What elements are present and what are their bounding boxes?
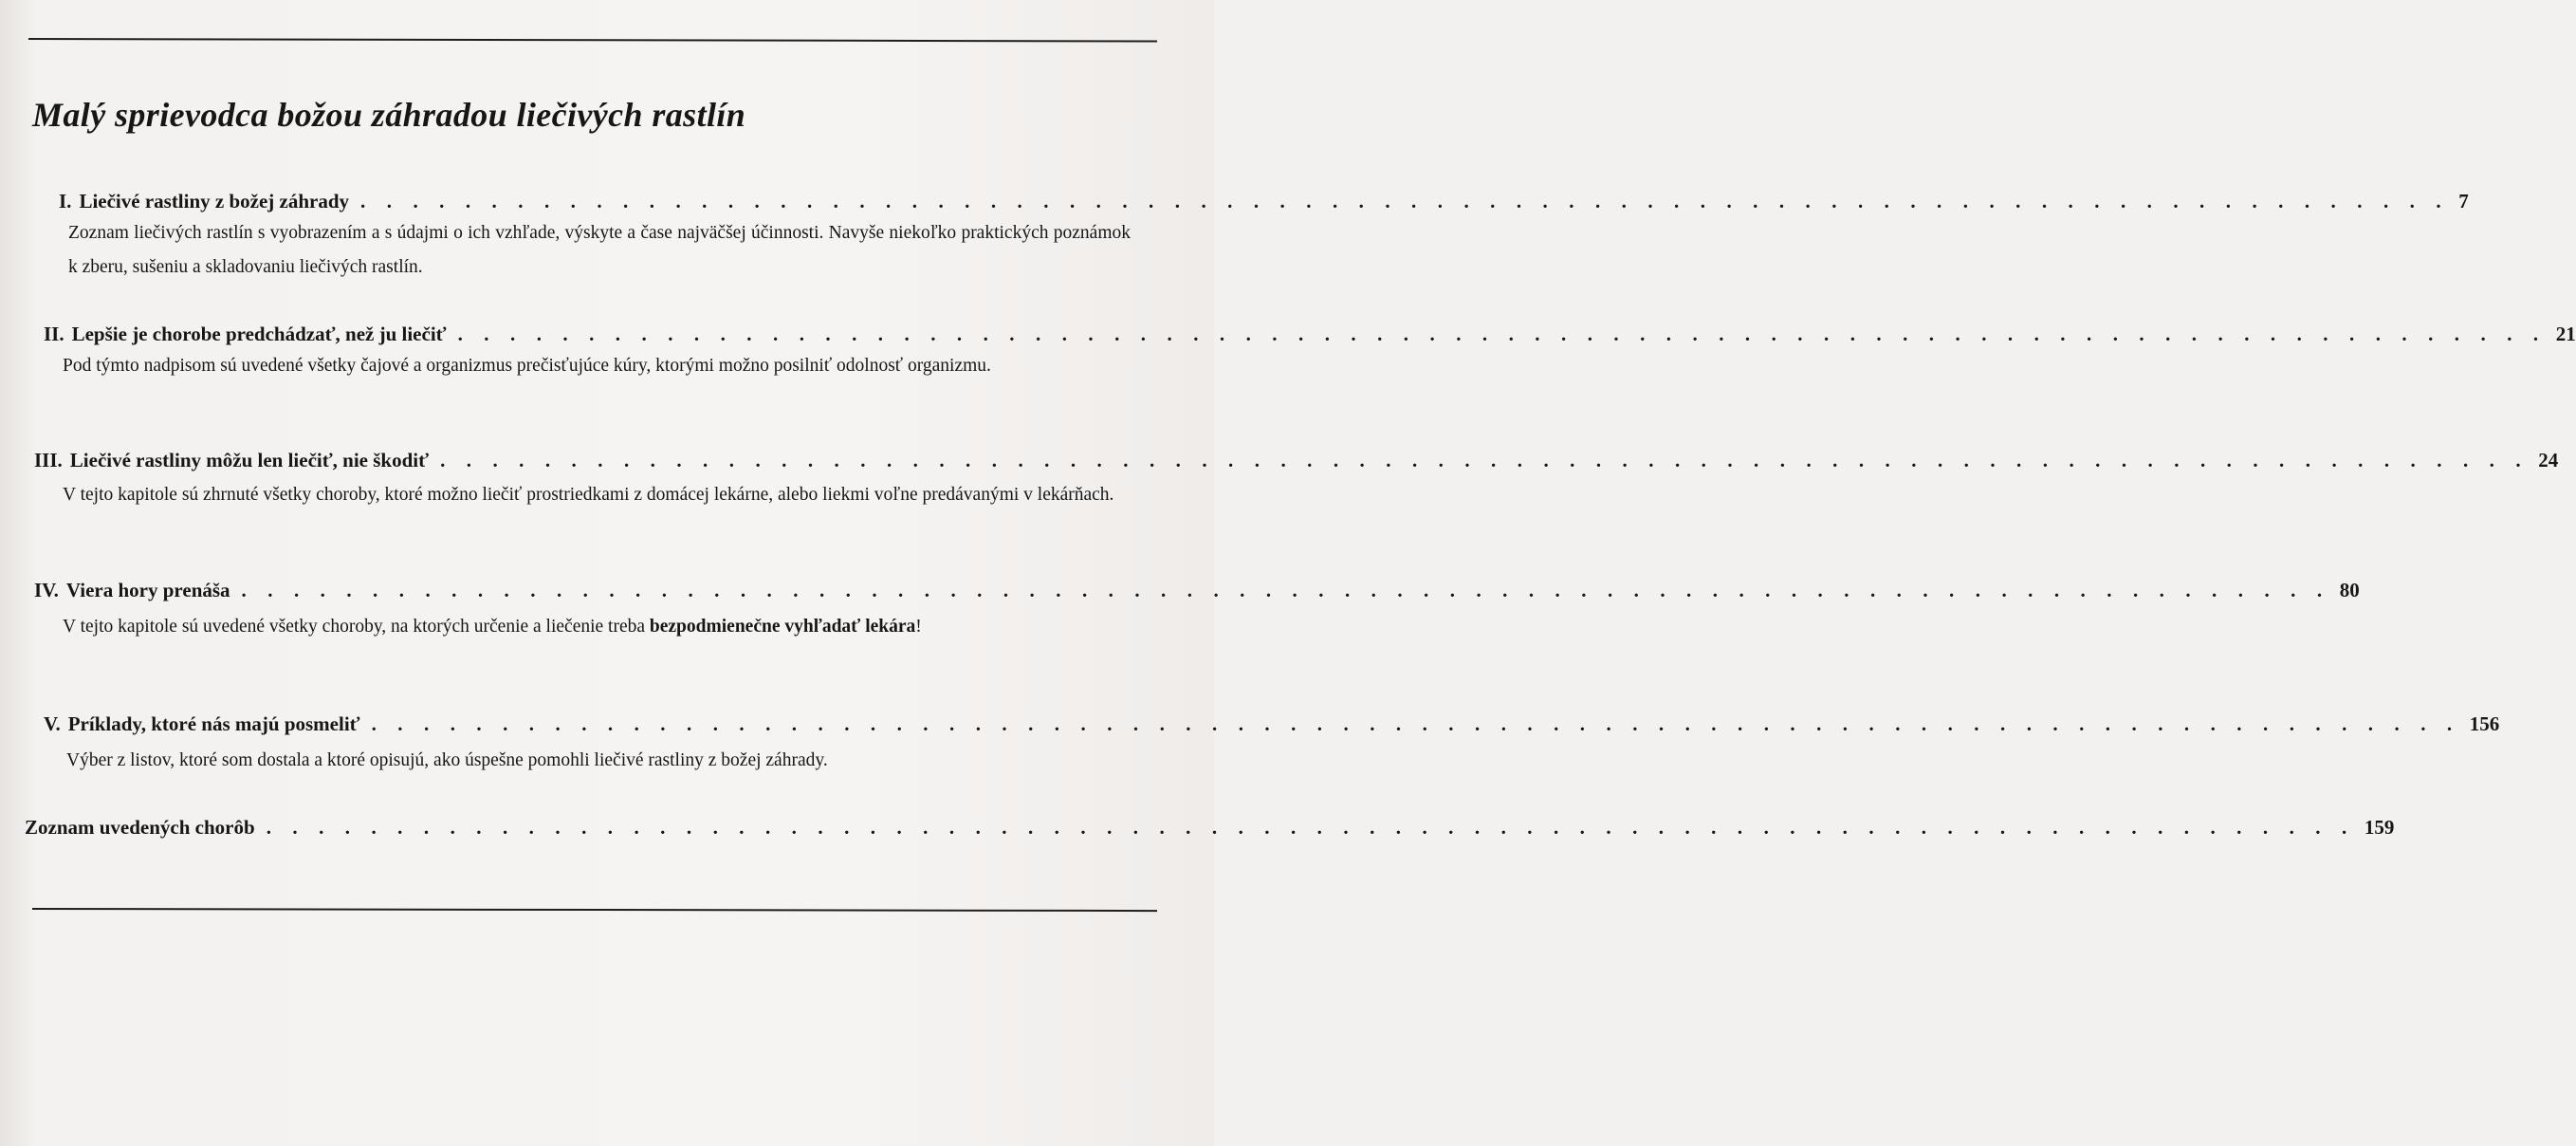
chapter-number: I. <box>59 190 72 213</box>
dot-leader: . . . . . . . . . . . . . . . . . . . . . . . . . . . . . . . . . . . . . . . . . . . . . . . . . . . . . . . . . . . . . . . . . . . . . . . . . . . . . . . . <box>266 816 2355 839</box>
dot-leader: . . . . . . . . . . . . . . . . . . . . . . . . . . . . . . . . . . . . . . . . . . . . . . . . . . . . . . . . . . . . . . . . . . . . . . . . . . . . . . . . <box>360 190 2450 213</box>
page-background <box>0 0 1214 1146</box>
description-end: ! <box>915 617 922 637</box>
chapter-heading: Liečivé rastliny z božej záhrady <box>79 190 350 213</box>
dot-leader: . . . . . . . . . . . . . . . . . . . . . . . . . . . . . . . . . . . . . . . . . . . . . . . . . . . . . . . . . . . . . . . . . . . . . . . . . . . . . . . . <box>241 579 2330 601</box>
chapter-description: Zoznam liečivých rastlín s vyobrazením a s údajmi o ich vzhľade, výskyte a čase najväčšej účinnosti. Navyše niekoľko praktických poznámok k zberu, sušeniu a skladovaniu liečivých rastlín. <box>68 223 1131 277</box>
dot-leader: . . . . . . . . . . . . . . . . . . . . . . . . . . . . . . . . . . . . . . . . . . . . . . . . . . . . . . . . . . . . . . . . . . . . . . . . . . . . . . . . <box>371 712 2460 735</box>
chapter-description: Výber z listov, ktoré som dostala a ktoré opisujú, ako úspešne pomohli liečivé rastliny z božej záhrady. <box>66 750 828 770</box>
index-heading: Zoznam uvedených chorôb <box>25 816 255 839</box>
description-emphasis: bezpodmienečne vyhľadať lekára <box>649 617 916 637</box>
chapter-heading: Lepšie je chorobe predchádzať, než ju liečiť <box>71 323 447 345</box>
toc-entry-index <box>25 816 2395 840</box>
chapter-number: V. <box>44 712 61 735</box>
chapter-description: V tejto kapitole sú zhrnuté všetky choroby, ktoré možno liečiť prostriedkami z domácej lekárne, alebo liekmi voľne predávanými v lekárňach. <box>63 485 1114 505</box>
page-title: Malý sprievodca božou záhradou liečivých rastlín <box>32 96 746 134</box>
page-number: 21 <box>2555 323 2576 345</box>
toc-entry-3 <box>34 449 2559 472</box>
page-number: 156 <box>2469 712 2500 735</box>
toc-entry-4 <box>34 579 2360 602</box>
chapter-number: II. <box>44 323 64 345</box>
page-number: 7 <box>2458 190 2469 213</box>
chapter-number: IV. <box>34 579 59 601</box>
chapter-heading: Príklady, ktoré nás majú posmeliť <box>67 712 360 735</box>
chapter-heading: Liečivé rastliny môžu len liečiť, nie škodiť <box>69 449 430 471</box>
chapter-number: III. <box>34 449 63 471</box>
page-number: 159 <box>2364 816 2395 839</box>
page-number: 24 <box>2538 449 2559 471</box>
chapter-description <box>63 610 1163 644</box>
toc-entry-1 <box>59 190 2469 213</box>
chapter-heading: Viera hory prenáša <box>65 579 230 601</box>
toc-entry-2 <box>44 323 2576 346</box>
toc-entry-5 <box>44 712 2500 736</box>
description-text: V tejto kapitole sú uvedené všetky choroby, na ktorých určenie a liečenie treba <box>63 617 650 637</box>
dot-leader: . . . . . . . . . . . . . . . . . . . . . . . . . . . . . . . . . . . . . . . . . . . . . . . . . . . . . . . . . . . . . . . . . . . . . . . . . . . . . . . . <box>440 449 2530 471</box>
page-number: 80 <box>2339 579 2360 601</box>
dot-leader: . . . . . . . . . . . . . . . . . . . . . . . . . . . . . . . . . . . . . . . . . . . . . . . . . . . . . . . . . . . . . . . . . . . . . . . . . . . . . . . . <box>457 323 2547 345</box>
chapter-description: Pod týmto nadpisom sú uvedené všetky čajové a organizmus prečisťujúce kúry, ktorými možno posilniť odolnosť organizmu. <box>63 356 991 376</box>
